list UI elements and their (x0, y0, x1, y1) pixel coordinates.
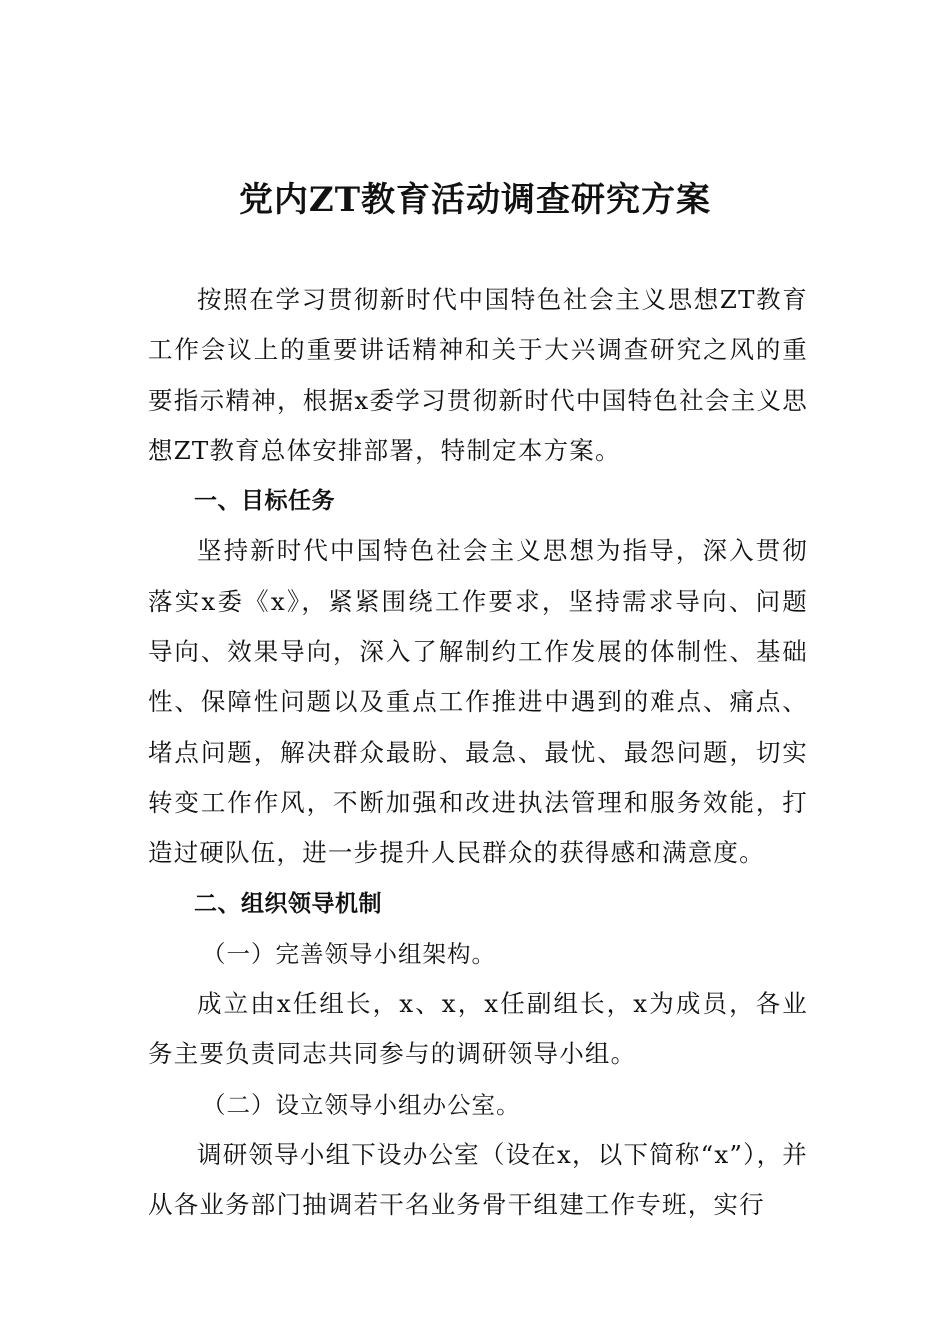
document-title: 党内ZT教育活动调查研究方案 (238, 180, 712, 220)
subsection-heading-leadership-group: （一）完善领导小组架构。 (202, 939, 497, 968)
office-paragraph: 调研领导小组下设办公室（设在x，以下简称“x”），并从各业务部门抽调若干名业务骨干组建工作专班，实行 (148, 1140, 808, 1220)
subsection-heading-office: （二）设立领导小组办公室。 (202, 1090, 521, 1119)
document-body (148, 275, 808, 1231)
goals-paragraph: 坚持新时代中国特色社会主义思想为指导，深入贯彻落实x委《x》，紧紧围绕工作要求，坚持需求导向、问题导向、效果导向，深入了解制约工作发展的体制性、基础性、保障性问题以及重点工作推进中遇到的难点、痛点、堵点问题，解决群众最盼、最急、最忧、最怨问题，切实转变工作作风，不断加强和改进执法管理和服务效能，打造过硬队伍，进一步提升人民群众的获得感和满意度。 (148, 536, 808, 868)
section-heading-organization: 二、组织领导机制 (194, 890, 382, 917)
intro-paragraph: 按照在学习贯彻新时代中国特色社会主义思想ZT教育工作会议上的重要讲话精神和关于大兴调查研究之风的重要指示精神，根据x委学习贯彻新时代中国特色社会主义思想ZT教育总体安排部署，特制定本方案。 (148, 285, 808, 465)
leadership-group-paragraph: 成立由x任组长，x、x，x任副组长，x为成员，各业务主要负责同志共同参与的调研领导小组。 (148, 989, 808, 1069)
section-heading-goals: 一、目标任务 (194, 488, 335, 515)
